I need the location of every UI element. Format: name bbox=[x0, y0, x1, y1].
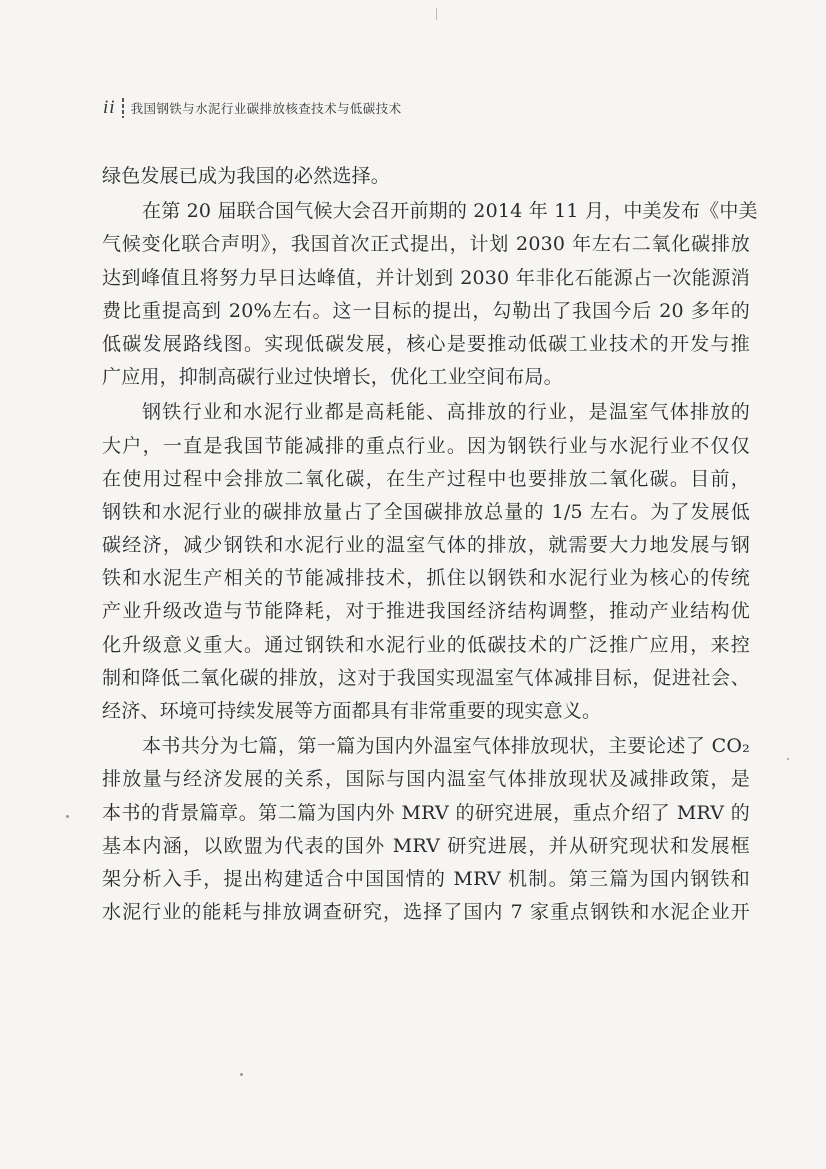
paragraph bbox=[102, 730, 750, 929]
body-text bbox=[102, 160, 758, 929]
page-number: ii bbox=[103, 97, 116, 118]
scan-artifact bbox=[787, 758, 789, 760]
text-line: 广应用，抑制高碳行业过快增长，优化工业空间布局。 bbox=[102, 366, 563, 389]
text-line: 气候变化联合声明》，我国首次正式提出，计划 2030 年左右二氧化碳排放 bbox=[102, 233, 750, 256]
running-title: 我国钢铁与水泥行业碳排放核查技术与低碳技术 bbox=[130, 101, 402, 116]
text-line: 钢铁行业和水泥行业都是高耗能、高排放的行业，是温室气体排放的 bbox=[142, 401, 750, 424]
text-line: 排放量与经济发展的关系，国际与国内温室气体排放现状及减排政策，是 bbox=[102, 768, 750, 791]
text-line: 架分析入手，提出构建适合中国国情的 MRV 机制。第三篇为国内钢铁和 bbox=[102, 867, 750, 890]
text-line: 大户，一直是我国节能减排的重点行业。因为钢铁行业与水泥行业不仅仅 bbox=[102, 434, 750, 457]
text-line: 基本内涵，以欧盟为代表的国外 MRV 研究进展，并从研究现状和发展框 bbox=[102, 834, 750, 857]
text-line: 达到峰值且将努力早日达峰值，并计划到 2030 年非化石能源占一次能源消 bbox=[102, 266, 750, 289]
scan-artifact bbox=[240, 1073, 243, 1076]
text-line: 费比重提高到 20%左右。这一目标的提出，勾勒出了我国今后 20 多年的 bbox=[102, 299, 750, 322]
running-header bbox=[103, 96, 401, 120]
text-line: 产业升级改造与节能降耗，对于推进我国经济结构调整，推动产业结构优 bbox=[102, 600, 750, 623]
text-line: 碳经济，减少钢铁和水泥行业的温室气体的排放，就需要大力地发展与钢 bbox=[102, 534, 750, 557]
text-line: 铁和水泥生产相关的节能减排技术，抓住以钢铁和水泥行业为核心的传统 bbox=[102, 567, 750, 590]
scan-artifact bbox=[66, 815, 69, 818]
scan-artifact bbox=[436, 8, 437, 20]
paragraph bbox=[102, 160, 750, 193]
text-line: 在使用过程中会排放二氧化碳，在生产过程中也要排放二氧化碳。目前， bbox=[102, 467, 750, 490]
header-divider bbox=[122, 98, 124, 118]
text-line: 本书的背景篇章。第二篇为国内外 MRV 的研究进展，重点介绍了 MRV 的 bbox=[102, 801, 750, 824]
text-line: 制和降低二氧化碳的排放，这对于我国实现温室气体减排目标，促进社会、 bbox=[102, 666, 750, 689]
text-line: 水泥行业的能耗与排放调查研究，选择了国内 7 家重点钢铁和水泥企业开 bbox=[102, 901, 750, 924]
paragraph bbox=[102, 195, 758, 394]
paragraph bbox=[102, 396, 750, 728]
text-line: 本书共分为七篇，第一篇为国内外温室气体排放现状，主要论述了 CO₂ bbox=[142, 735, 750, 758]
text-line: 钢铁和水泥行业的碳排放量占了全国碳排放总量的 1/5 左右。为了发展低 bbox=[102, 500, 750, 523]
text-line: 绿色发展已成为我国的必然选择。 bbox=[102, 165, 391, 187]
text-line: 低碳发展路线图。实现低碳发展，核心是要推动低碳工业技术的开发与推 bbox=[102, 332, 750, 355]
text-line: 化升级意义重大。通过钢铁和水泥行业的低碳技术的广泛推广应用，来控 bbox=[102, 633, 750, 656]
text-line: 在第 20 届联合国气候大会召开前期的 2014 年 11 月，中美发布《中美 bbox=[142, 200, 758, 223]
text-line: 经济、环境可持续发展等方面都具有非常重要的现实意义。 bbox=[102, 700, 602, 722]
